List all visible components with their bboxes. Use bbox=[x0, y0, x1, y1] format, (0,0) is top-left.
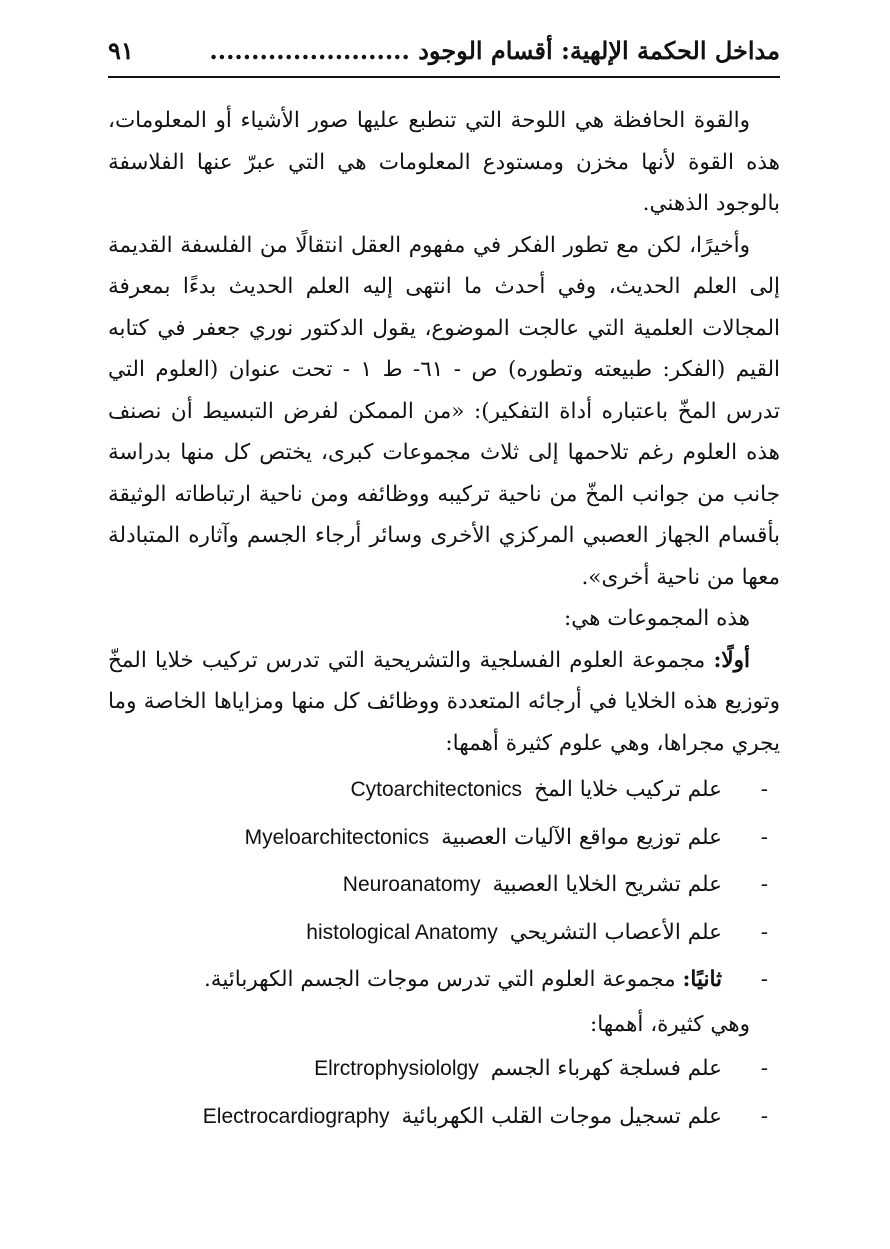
list-dash: - bbox=[760, 824, 768, 850]
running-title: مداخل الحكمة الإلهية: أقسام الوجود ........................ bbox=[209, 35, 780, 65]
list-item-english: Elrctrophysiololgy bbox=[314, 1057, 479, 1080]
sciences-list-one bbox=[108, 766, 780, 1004]
list-item bbox=[108, 814, 780, 862]
header-divider bbox=[108, 76, 780, 78]
paragraph-groups-intro: هذه المجموعات هي: bbox=[563, 606, 750, 631]
sciences-list-two bbox=[108, 1045, 780, 1140]
list-item bbox=[108, 1045, 780, 1093]
first-group-label: أولًا: bbox=[713, 647, 750, 673]
page-header bbox=[108, 30, 780, 70]
list-item-arabic: علم توزيع مواقع الآليات العصبية bbox=[441, 824, 722, 850]
list-item bbox=[108, 766, 780, 814]
list-dash: - bbox=[760, 872, 768, 897]
list-item-english: Myeloarchitectonics bbox=[244, 825, 430, 849]
first-group-text: مجموعة العلوم الفسلجية والتشريحية التي تدرس تركيب خلايا المخّ وتوزيع هذه الخلايا في أرجائه المتعددة ووظائف كل منها ومزاياها الخاصة وما يجري مجراها، وهي علوم كثيرة أهمها: bbox=[108, 647, 780, 756]
list-item-arabic: علم الأعصاب التشريحي bbox=[509, 919, 722, 945]
page-number: ٩١ bbox=[108, 35, 134, 65]
list-dash: - bbox=[760, 1056, 768, 1081]
list-dash: - bbox=[760, 777, 768, 802]
list-dash: - bbox=[760, 967, 768, 992]
list-item bbox=[108, 1093, 780, 1141]
list-item bbox=[108, 861, 780, 909]
paragraph-second-intro: وهي كثيرة، أهمها: bbox=[589, 1011, 750, 1037]
list-item-english: Cytoarchitectonics bbox=[350, 778, 523, 801]
second-group-item bbox=[108, 956, 780, 1004]
page-body bbox=[108, 100, 780, 1140]
list-dash: - bbox=[760, 1103, 768, 1129]
list-item-english: Electrocardiography bbox=[202, 1104, 390, 1128]
paragraph-quote: وأخيرًا، لكن مع تطور الفكر في مفهوم العقل انتقالًا من الفلسفة القديمة إلى العلم الحديث، وفي أحدث ما انتهى إليه العلم الحديث بدءًا بمعرفة المجالات العلمية التي عالجت الموضوع، يقول الدكتور نوري جعفر في كتابه القيم (الفكر: طبيعته وتطوره) ص - ٦١- ط ١ - تحت عنوان (العلوم التي تدرس المخّ باعتباره أداة التفكير): «من الممكن لفرض التبسيط أن نصنف هذه العلوم رغم تلاحمها إلى ثلاث مجموعات كبرى، يختص كل منها بدراسة جانب من جوانب المخّ من ناحية تركيبه ووظائفه ومن ناحية ارتباطاته الوثيقة بأقسام الجهاز العصبي المركزي الأخرى وسائر أرجاء الجسم وآثاره المتبادلة معها من ناحية أخرى». bbox=[108, 232, 780, 590]
list-dash: - bbox=[760, 919, 768, 945]
list-item-arabic: علم تسجيل موجات القلب الكهربائية bbox=[401, 1103, 722, 1129]
list-item bbox=[108, 909, 780, 957]
second-group-text: مجموعة العلوم التي تدرس موجات الجسم الكهربائية. bbox=[203, 967, 676, 992]
second-group-label: ثانيًا: bbox=[682, 967, 722, 992]
list-item-english: Neuroanatomy bbox=[342, 873, 481, 896]
list-item-arabic: علم تشريح الخلايا العصبية bbox=[492, 872, 722, 897]
list-item-arabic: علم تركيب خلايا المخ bbox=[534, 777, 722, 802]
list-item-arabic: علم فسلجة كهرباء الجسم bbox=[490, 1056, 722, 1081]
paragraph-memory: والقوة الحافظة هي اللوحة التي تنطبع عليها صور الأشياء أو المعلومات، هذه القوة لأنها مخزن ومستودع المعلومات هي التي عبرّ عنها الفلاسفة بالوجود الذهني. bbox=[108, 108, 780, 216]
list-item-english: histological Anatomy bbox=[306, 920, 498, 944]
paragraph-first-group bbox=[108, 640, 780, 765]
